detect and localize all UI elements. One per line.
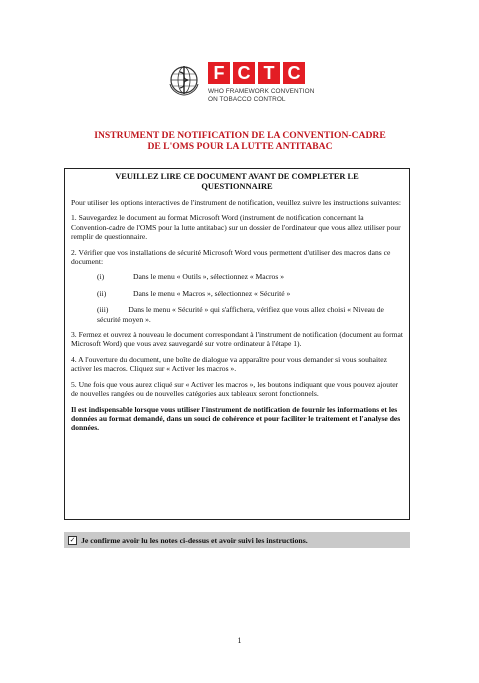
sub-step-i [71,272,403,281]
fctc-letter: C [233,62,255,84]
sub-step-text: Dans le menu « Outils », sélectionnez « Macros » [133,272,284,282]
logo-subtitle [208,88,338,104]
important-note: Il est indispensable lorsque vous utiliser l'instrument de notification de fournir les informations et les données au format demandé, dans un souci de cohérence et pour faciliter le traitement et l'analyse des données. [71,404,401,433]
fctc-letter: T [258,62,280,84]
sub-step-body: Dans le menu « Sécurité » qui s'affichera, vérifiez que vous allez choisi « Niveau de sécurité moyen ». [97,305,384,324]
confirm-checkbox[interactable]: ✓ [69,535,76,544]
fctc-letter: C [283,62,305,84]
instruction-step-4: 4. A l'ouverture du document, une boîte de dialogue va apparaître pour vous demander si vous souhaitez activer les macros. Cliquez sur « Activer les macros ». [71,354,388,374]
fctc-logo [168,62,328,112]
sub-step-number: (ii) [97,288,107,298]
sub-step-text: Dans le menu « Macros », sélectionnez « Sécurité » [133,288,291,298]
instruction-step-1: 1. Sauvegardez le document au format Microsoft Word (instrument de notification concernant la Convention-cadre de l'OMS pour la lutte antitabac) sur un dossier de l'ordinateur que vous allez utiliser pour remplir de questionnaire. [71,213,401,242]
instructions-heading: VEUILLEZ LIRE CE DOCUMENT AVANT DE COMPLETER LE QUESTIONNAIRE [115,172,359,191]
instruction-step-5: 5. Une fois que vous aurez cliqué sur « Activer les macros », les boutons indiquant que vous pouvez ajouter de nouvelles rangées ou de nouvelles catégories aux tableaux seront fonctionnels. [71,379,399,399]
document-title [40,130,440,152]
sub-step-iii [71,305,403,324]
document-title-line2: DE L'OMS POUR LA LUTTE ANTITABAC [147,141,333,152]
who-emblem-icon [168,64,200,96]
instructions-box [64,168,410,520]
instruction-step-2: 2. Vérifier que vos installations de sécurité Microsoft Word vous permettent d'utiliser des macros dans ce document: [71,247,391,267]
confirm-row[interactable] [64,532,410,548]
document-title-line1: INSTRUMENT DE NOTIFICATION DE LA CONVENTION-CADRE [94,130,386,141]
sub-step-number: (iii) [97,305,109,315]
sub-step-text [97,305,403,324]
logo-subtitle-line2: ON TOBACCO CONTROL [208,96,286,103]
instructions-intro: Pour utiliser les options interactives de l'instrument de notification, veuillez suivre les instructions suivantes: [71,198,401,207]
confirm-label: Je confirme avoir lu les notes ci-dessus et avoir suivi les instructions. [81,535,308,545]
fctc-letters [208,62,305,84]
fctc-letter: F [208,62,230,84]
page-number: 1 [237,636,242,645]
instruction-step-3: 3. Fermez et ouvrez à nouveau le document correspondant à l'instrument de notification (document au format Microsoft Word) que vous avez sauvegardé sur votre ordinateur à l'étape 1). [71,330,404,349]
sub-step-ii [71,289,403,298]
logo-subtitle-line1: WHO FRAMEWORK CONVENTION [208,88,315,95]
sub-step-number: (i) [97,272,105,282]
